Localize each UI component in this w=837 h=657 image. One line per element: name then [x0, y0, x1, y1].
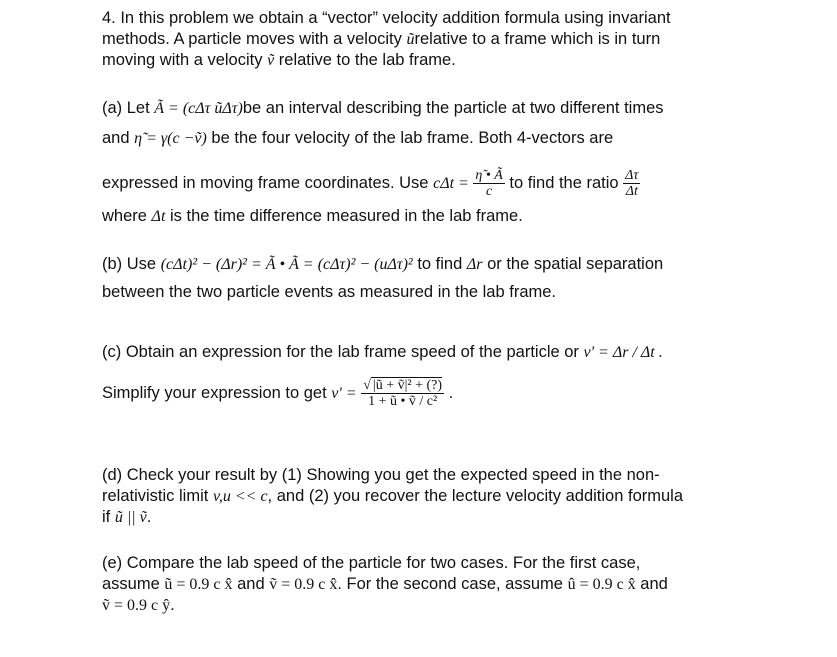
part-c: (c) Obtain an expression for the lab frame speed of the particle or v' = Δr / Δt . Simplify your expression to get v' = $\frac{\text{√ |ũ + ṽ|² + (?)}}{\text{1 + ũ • ṽ / c²}}$ .: [102, 343, 663, 409]
intro-line-2: methods. A particle moves with a velocity ũrelative to a frame which is in turn: [102, 30, 661, 48]
part-a: (a) Let Ã = (cΔτ ũΔτ)be an interval describing the particle at two different times and η̃ = γ(c −ṽ) be the four velocity of the lab frame. Both 4-vectors are expressed in moving frame coordinates. Use cΔt = $\frac{\etã • Ã}{c}$ to find the ratio $\frac{\Delta\tau}{\Delta t}$ where Δt is the time difference measured in the lab frame.: [102, 99, 664, 225]
problem-intro: [102, 8, 802, 71]
ratio-fraction: $\frac{\Delta\tau}{\Delta t}$: [625, 168, 639, 199]
intro-line-3: moving with a velocity ṽ relative to the lab frame.: [102, 51, 456, 69]
lab-speed-definition: v' = Δr / Δt .: [583, 344, 663, 361]
part-e: (e) Compare the lab speed of the particle for two cases. For the first case, assume ũ = 0.9 c x̂ and ṽ = 0.9 c x̂. For the second case, assume û = 0.9 c x̂ and ṽ = 0.9 c ŷ.: [102, 554, 668, 614]
part-b: (b) Use (cΔt)² − (Δr)² = Ã • Ã = (cΔτ)² − (uΔτ)² to find Δr or the spatial separation between the two particle events as measured in the lab frame.: [102, 255, 664, 301]
dot-product-fraction: $\frac{\etã • Ã}{c}$: [475, 168, 503, 199]
part-d: (d) Check your result by (1) Showing you get the expected speed in the non- relativistic limit v,u << c, and (2) you recover the lecture velocity addition formula if ũ || ṽ.: [102, 466, 684, 526]
v-symbol: ṽ: [267, 52, 275, 69]
four-velocity-equation: η̃ = γ(c −ṽ): [134, 130, 207, 147]
invariant-equation: (cΔt)² − (Δr)² = Ã • Ã = (cΔτ)² − (uΔτ)²: [160, 256, 413, 273]
interval-equation: Ã = (cΔτ ũΔτ): [154, 100, 243, 117]
intro-line-1: 4. In this problem we obtain a “vector” velocity addition formula using invariant: [102, 9, 671, 27]
u-symbol: ũ: [406, 31, 415, 48]
velocity-addition-fraction: $\frac{\text{√ |ũ + ṽ|² + (?)}}{\text{1 + ũ • ṽ / c²}}$: [363, 378, 443, 409]
